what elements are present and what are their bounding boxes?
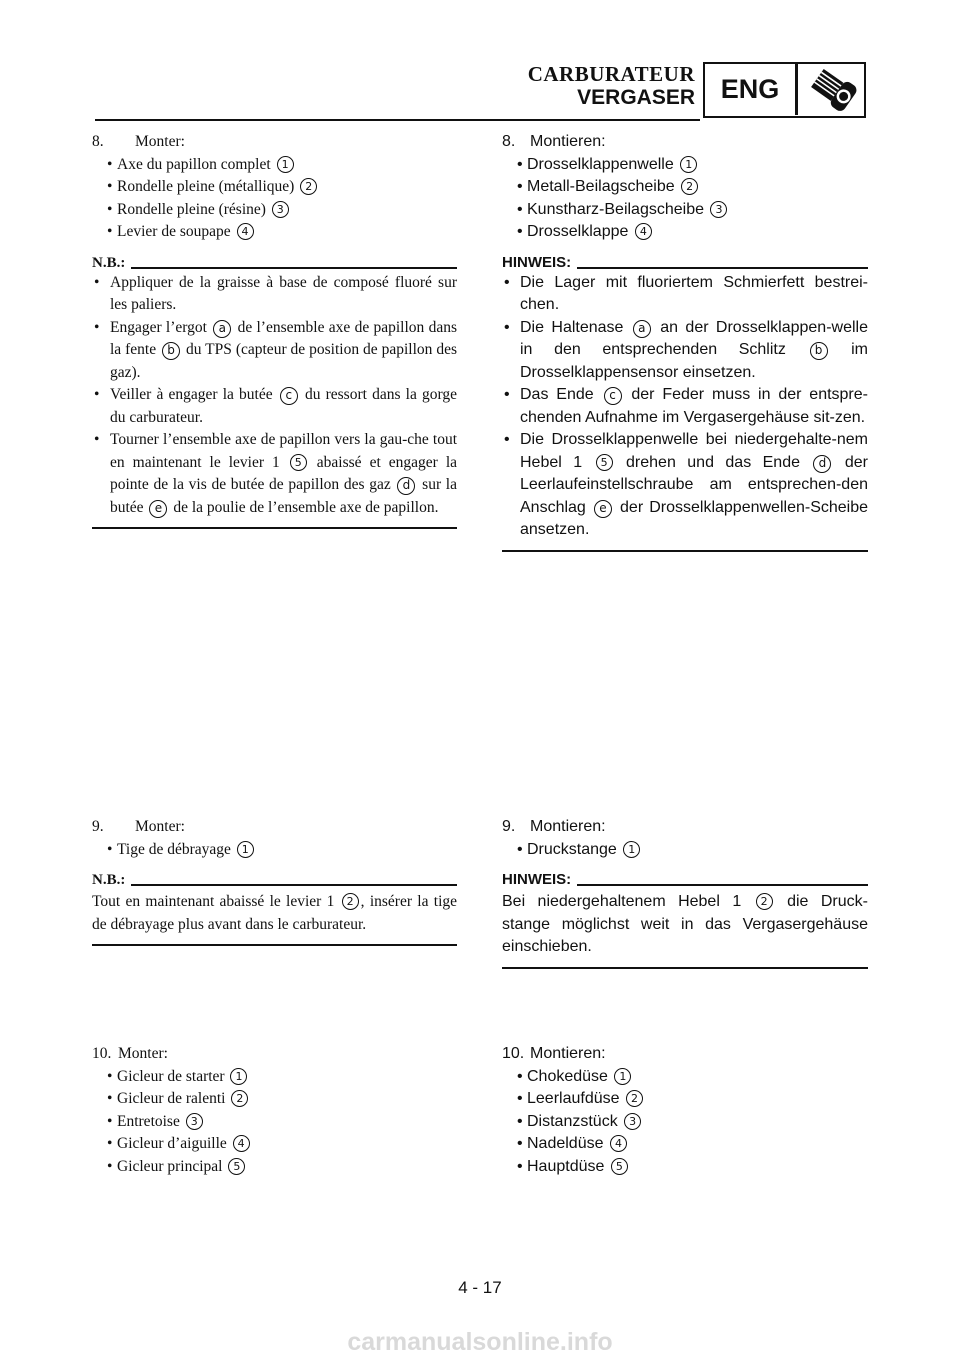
callout-marker: 5 bbox=[611, 1158, 628, 1175]
note-end-rule bbox=[502, 550, 868, 552]
callout-marker: 3 bbox=[272, 201, 289, 218]
section-title-german: VERGASER bbox=[577, 86, 695, 109]
list-item: • Distanzstück 3 bbox=[502, 1111, 868, 1134]
note-item: • Das Ende c der Feder muss in der entspre-chenden Aufnahme im Vergasergehäuse sit-zen. bbox=[502, 384, 868, 429]
callout-marker: 2 bbox=[300, 178, 317, 195]
list-item: • Leerlaufdüse 2 bbox=[502, 1088, 868, 1111]
note-text: Tout en maintenant abaissé le levier 1 2 , insérer la tige de débrayage plus avant dans le carburateur. bbox=[92, 893, 457, 933]
list-item: • Gicleur de ralenti 2 bbox=[92, 1088, 457, 1111]
german-step-10 bbox=[502, 1043, 868, 1178]
list-item: • Gicleur de starter 1 bbox=[92, 1066, 457, 1089]
note-header: HINWEIS: bbox=[502, 254, 868, 272]
callout-marker: c bbox=[604, 387, 622, 405]
engine-badge bbox=[703, 62, 866, 118]
note-list bbox=[502, 272, 868, 542]
callout-marker: 2 bbox=[681, 178, 698, 195]
note-item: • Veiller à engager la butée c du ressort dans la gorge du carburateur. bbox=[92, 384, 457, 429]
callout-marker: 3 bbox=[624, 1113, 641, 1130]
callout-marker: c bbox=[280, 387, 298, 405]
callout-marker: 5 bbox=[596, 454, 613, 471]
engine-badge-label: ENG bbox=[720, 74, 780, 104]
callout-marker: 2 bbox=[231, 1090, 248, 1107]
callout-marker: a bbox=[633, 320, 651, 338]
step-9-heading: 9. Monter: bbox=[92, 818, 185, 835]
note-end-rule bbox=[92, 527, 457, 529]
note-item: • Die Lager mit fluoriertem Schmierfett bestrei-chen. bbox=[502, 272, 868, 317]
callout-marker: 4 bbox=[635, 223, 652, 240]
callout-marker: 5 bbox=[228, 1158, 245, 1175]
callout-marker: a bbox=[213, 320, 231, 338]
note-end-rule bbox=[502, 967, 868, 969]
french-step-9 bbox=[92, 816, 457, 946]
note-item: • Die Drosselklappenwelle bei niedergehalte-nem Hebel 1 5 drehen und das Ende d der Leerlaufeinstellschraube am entsprechen-den Anschlag e der Drosselklappenwellen-Scheibe ansetzen. bbox=[502, 429, 868, 542]
callout-marker: 1 bbox=[277, 156, 294, 173]
callout-marker: 3 bbox=[710, 201, 727, 218]
callout-marker: 2 bbox=[342, 893, 359, 910]
watermark: carmanualsonline.info bbox=[347, 1328, 613, 1356]
callout-marker: b bbox=[162, 342, 180, 360]
callout-marker: 4 bbox=[237, 223, 254, 240]
callout-marker: b bbox=[810, 342, 828, 360]
list-item: • Chokedüse 1 bbox=[502, 1066, 868, 1089]
note-text: Bei niedergehaltenem Hebel 1 2 die Druck-stange möglichst weit in das Vergasergehäuse einschieben. bbox=[502, 893, 868, 955]
list-item: • Druckstange 1 bbox=[502, 839, 868, 862]
list-item: • Metall-Beilagscheibe 2 bbox=[502, 176, 868, 199]
note-item: • Appliquer de la graisse à base de composé fluoré sur les paliers. bbox=[92, 272, 457, 317]
list-item: • Entretoise 3 bbox=[92, 1111, 457, 1134]
callout-marker: 1 bbox=[623, 841, 640, 858]
list-item: • Tige de débrayage 1 bbox=[92, 839, 457, 862]
callout-marker: 4 bbox=[233, 1135, 250, 1152]
header-rule bbox=[95, 119, 700, 121]
step-10-heading: 10. Montieren: bbox=[502, 1045, 606, 1062]
callout-marker: 4 bbox=[610, 1135, 627, 1152]
list-item: • Kunstharz-Beilagscheibe 3 bbox=[502, 199, 868, 222]
callout-marker: 1 bbox=[680, 156, 697, 173]
callout-marker: e bbox=[594, 500, 612, 518]
list-item: • Gicleur d’aiguille 4 bbox=[92, 1133, 457, 1156]
list-item: • Drosselklappe 4 bbox=[502, 221, 868, 244]
section-title-french: CARBURATEUR bbox=[527, 62, 695, 86]
step-8-parts-list bbox=[92, 154, 457, 244]
callout-marker: 1 bbox=[230, 1068, 247, 1085]
list-item: • Axe du papillon complet 1 bbox=[92, 154, 457, 177]
step-10-parts-list bbox=[502, 1066, 868, 1179]
callout-marker: d bbox=[397, 477, 415, 495]
list-item: • Hauptdüse 5 bbox=[502, 1156, 868, 1179]
screw-icon bbox=[799, 65, 863, 115]
note-item: • Die Haltenase a an der Drosselklappen-welle in den entsprechenden Schlitz b im Drosselklappensensor einsetzen. bbox=[502, 317, 868, 385]
callout-marker: 1 bbox=[614, 1068, 631, 1085]
callout-marker: 2 bbox=[756, 893, 773, 910]
callout-marker: 3 bbox=[186, 1113, 203, 1130]
callout-marker: 1 bbox=[237, 841, 254, 858]
list-item: • Gicleur principal 5 bbox=[92, 1156, 457, 1179]
callout-marker: e bbox=[149, 500, 167, 518]
step-9-heading: 9. Montieren: bbox=[502, 818, 606, 835]
step-9-parts-list bbox=[502, 839, 868, 862]
german-column bbox=[502, 131, 868, 552]
note-item: • Tourner l’ensemble axe de papillon vers la gau-che tout en maintenant le levier 1 5 abaissé et engager la pointe de la vis de butée de papillon des gaz d sur la butée e de la poulie de l’ensemble axe de papillon. bbox=[92, 429, 457, 519]
german-step-9 bbox=[502, 816, 868, 969]
badge-divider bbox=[795, 64, 798, 115]
list-item: • Rondelle pleine (résine) 3 bbox=[92, 199, 457, 222]
callout-marker: 5 bbox=[290, 454, 307, 471]
step-8-heading: 8. Monter: bbox=[92, 133, 185, 150]
note-item: • Engager l’ergot a de l’ensemble axe de papillon dans la fente b du TPS (capteur de position de papillon des gaz). bbox=[92, 317, 457, 385]
note-header: N.B.: bbox=[92, 871, 457, 889]
callout-marker: d bbox=[813, 455, 831, 473]
page-number: 4 - 17 bbox=[458, 1278, 502, 1297]
note-header: HINWEIS: bbox=[502, 871, 868, 889]
callout-marker: 2 bbox=[626, 1090, 643, 1107]
step-8-parts-list bbox=[502, 154, 868, 244]
note-header: N.B.: bbox=[92, 254, 457, 272]
list-item: • Nadeldüse 4 bbox=[502, 1133, 868, 1156]
list-item: • Levier de soupape 4 bbox=[92, 221, 457, 244]
french-column bbox=[92, 131, 457, 529]
note-list bbox=[92, 272, 457, 520]
step-9-parts-list bbox=[92, 839, 457, 862]
step-10-parts-list bbox=[92, 1066, 457, 1179]
list-item: • Rondelle pleine (métallique) 2 bbox=[92, 176, 457, 199]
note-end-rule bbox=[92, 944, 457, 946]
list-item: • Drosselklappenwelle 1 bbox=[502, 154, 868, 177]
french-step-10 bbox=[92, 1043, 457, 1178]
step-8-heading: 8. Montieren: bbox=[502, 133, 606, 150]
step-10-heading: 10. Monter: bbox=[92, 1045, 168, 1062]
